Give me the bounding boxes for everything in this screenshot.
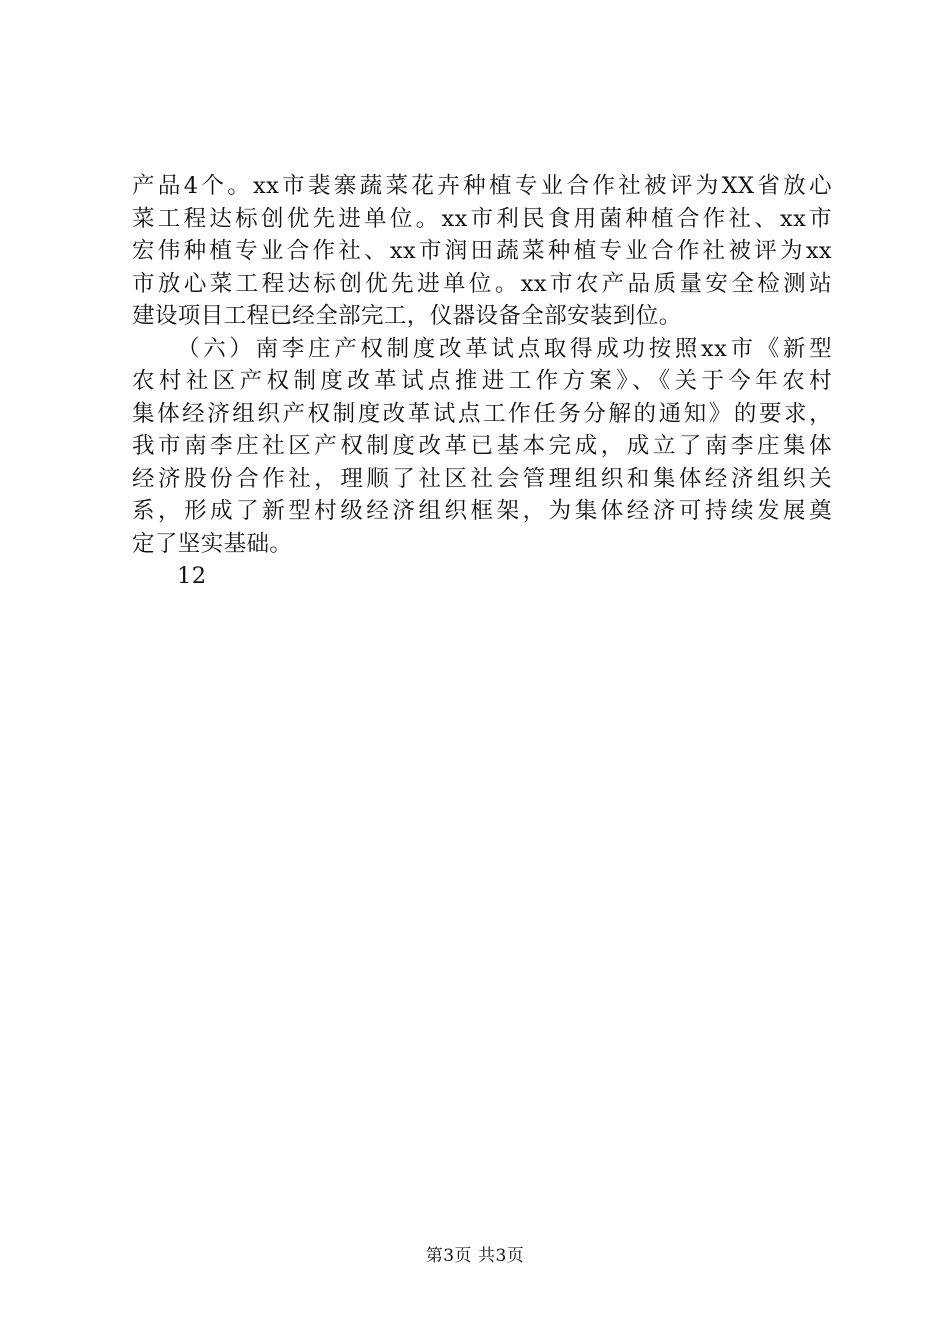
stray-number: 12 — [177, 563, 207, 589]
body-line: 菜工程达标创优先进单位。xx市利民食用菌种植合作社、xx市 — [132, 205, 832, 232]
page-footer: 第3页 共3页 — [425, 1246, 525, 1266]
section-heading-line: （六）南李庄产权制度改革试点取得成功按照xx市《新型 — [177, 335, 832, 362]
body-line: 农村社区产权制度改革试点推进工作方案》、《关于今年农村 — [132, 368, 832, 394]
document-body — [132, 170, 832, 593]
body-line: 市放心菜工程达标创优先进单位。xx市农产品质量安全检测站 — [132, 270, 832, 297]
body-line: 我市南李庄社区产权制度改革已基本完成，成立了南李庄集体 — [132, 433, 832, 459]
body-line: 定了坚实基础。 — [132, 530, 293, 557]
body-line: 建设项目工程已经全部完工，仪器设备全部安装到位。 — [132, 303, 682, 329]
body-line: 经济股份合作社，理顺了社区社会管理组织和集体经济组织关 — [132, 465, 832, 492]
body-line: 集体经济组织产权制度改革试点工作任务分解的通知》的要求， — [132, 400, 832, 427]
body-line: 系，形成了新型村级经济组织框架，为集体经济可持续发展奠 — [132, 498, 832, 524]
body-line: 宏伟种植专业合作社、xx市润田蔬菜种植专业合作社被评为xx — [132, 238, 832, 264]
body-line: 产品4个。xx市裴寨蔬菜花卉种植专业合作社被评为XX省放心 — [132, 173, 832, 199]
